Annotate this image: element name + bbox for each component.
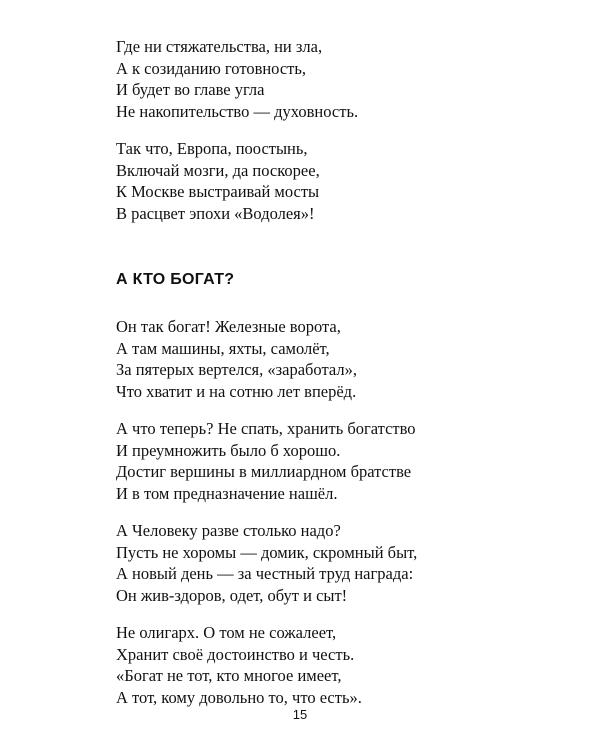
verse-line: В расцвет эпохи «Водолея»!	[116, 203, 315, 223]
verse-line: Что хватит и на сотню лет вперёд.	[116, 381, 357, 401]
stanza	[116, 520, 536, 606]
previous-poem-ending	[116, 36, 536, 224]
verse-line: Он жив-здоров, одет, обут и сыт!	[116, 585, 348, 605]
verse-line: Хранит своё достоинство и честь.	[116, 644, 355, 664]
stanza	[116, 316, 536, 402]
page-body	[116, 36, 536, 724]
verse-line: Пусть не хоромы — домик, скромный быт,	[116, 542, 418, 562]
verse-line: А что теперь? Не спать, хранить богатство	[116, 419, 416, 438]
verse-line: И преумножить было б хорошо.	[116, 440, 341, 460]
verse-line: А новый день — за честный труд награда:	[116, 564, 414, 583]
poem	[116, 270, 536, 708]
verse-line: За пятерых вертелся, «заработал»,	[116, 360, 357, 379]
stanza	[116, 418, 536, 504]
page-number: 15	[292, 707, 308, 722]
verse-line: А там машины, яхты, самолёт,	[116, 338, 330, 358]
verse-line: «Богат не тот, кто многое имеет,	[116, 666, 342, 685]
verse-line: А к созиданию готовность,	[116, 58, 307, 78]
verse-line: Так что, Европа, поостынь,	[116, 139, 308, 158]
verse-line: А тот, кому довольно то, что есть».	[116, 687, 362, 707]
poem-title: А КТО БОГАТ?	[116, 271, 235, 288]
verse-line: И в том предназначение нашёл.	[116, 483, 338, 503]
verse-line: Он так богат! Железные ворота,	[116, 317, 341, 336]
verse-line: К Москве выстраивай мосты	[116, 182, 320, 201]
stanza	[116, 622, 536, 708]
verse-line: Не накопительство — духовность.	[116, 101, 359, 121]
verse-line: А Человеку разве столько надо?	[116, 521, 341, 540]
stanza	[116, 138, 536, 224]
verse-line: Где ни стяжательства, ни зла,	[116, 37, 323, 56]
verse-line: Включай мозги, да поскорее,	[116, 160, 320, 180]
verse-line: Не олигарх. О том не сожалеет,	[116, 623, 337, 642]
verse-line: Достиг вершины в миллиардном братстве	[116, 462, 412, 481]
verse-line: И будет во главе угла	[116, 80, 265, 99]
stanza	[116, 36, 536, 122]
